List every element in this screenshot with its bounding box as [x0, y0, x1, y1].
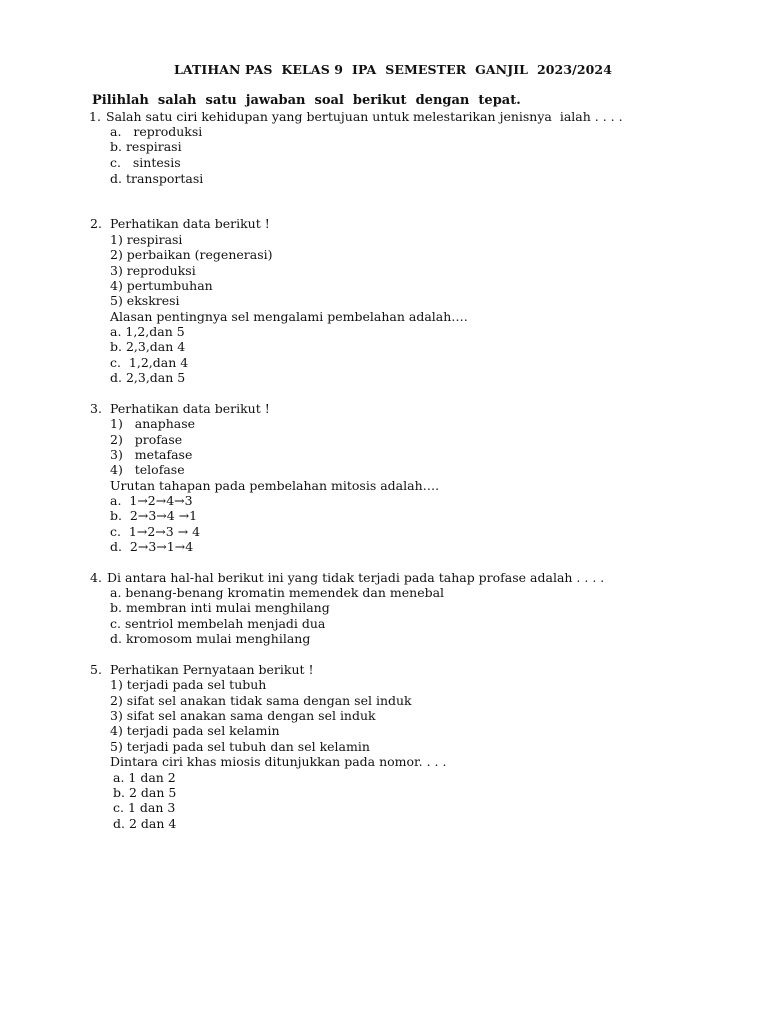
- question-4-option-c: c. sentriol membelah menjadi dua: [110, 616, 326, 631]
- question-2-data-item: 4) pertumbuhan: [110, 278, 213, 293]
- question-5-option-c: c. 1 dan 3: [113, 800, 176, 815]
- question-5-number: 5.: [90, 662, 102, 677]
- question-5-option-b: b. 2 dan 5: [113, 785, 177, 800]
- question-5-option-a: a. 1 dan 2: [113, 770, 176, 785]
- question-3-data-item: 3) metafase: [110, 447, 193, 462]
- question-1-number: 1.: [89, 109, 101, 124]
- question-2-data-item: 3) reproduksi: [110, 263, 196, 278]
- question-2-option-b: b. 2,3,dan 4: [110, 339, 186, 354]
- question-1-option-d: d. transportasi: [110, 171, 204, 186]
- question-4-option-b: b. membran inti mulai menghilang: [110, 600, 330, 615]
- question-1-text: Salah satu ciri kehidupan yang bertujuan untuk melestarikan jenisnya ialah . . . .: [106, 109, 623, 124]
- question-4-option-a: a. benang-benang kromatin memendek dan menebal: [110, 585, 445, 600]
- question-2-text: Perhatikan data berikut !: [110, 216, 270, 231]
- question-5-data-item: 4) terjadi pada sel kelamin: [110, 723, 280, 738]
- question-3-data-item: 2) profase: [110, 432, 183, 447]
- question-2-option-c: c. 1,2,dan 4: [110, 355, 189, 370]
- question-3-option-a: a. 1→2→4→3: [110, 493, 193, 508]
- question-3-data-item: 1) anaphase: [110, 416, 196, 431]
- question-2-number: 2.: [90, 216, 102, 231]
- question-4-option-d: d. kromosom mulai menghilang: [110, 631, 311, 646]
- question-4-number: 4.: [90, 570, 102, 585]
- question-5-data-item: 2) sifat sel anakan tidak sama dengan sel induk: [110, 693, 412, 708]
- question-5-text: Perhatikan Pernyataan berikut !: [110, 662, 314, 677]
- question-4-text: Di antara hal-hal berikut ini yang tidak terjadi pada tahap profase adalah . . . .: [107, 570, 605, 585]
- question-3-number: 3.: [90, 401, 102, 416]
- question-5-data-item: 3) sifat sel anakan sama dengan sel induk: [110, 708, 376, 723]
- question-2-option-a: a. 1,2,dan 5: [110, 324, 185, 339]
- question-3-text: Perhatikan data berikut !: [110, 401, 270, 416]
- question-5-data-item: 1) terjadi pada sel tubuh: [110, 677, 267, 692]
- question-2-data-item: 5) ekskresi: [110, 293, 180, 308]
- question-1-option-b: b. respirasi: [110, 139, 182, 154]
- question-3-data-item: 4) telofase: [110, 462, 185, 477]
- question-3-option-d: d. 2→3→1→4: [110, 539, 194, 554]
- question-3-prompt: Urutan tahapan pada pembelahan mitosis adalah….: [110, 478, 440, 493]
- question-1-option-c: c. sintesis: [110, 155, 181, 170]
- question-5-prompt: Dintara ciri khas miosis ditunjukkan pada nomor. . . .: [110, 754, 447, 769]
- question-2-prompt: Alasan pentingnya sel mengalami pembelahan adalah….: [110, 309, 468, 324]
- question-1-option-a: a. reproduksi: [110, 124, 203, 139]
- question-2-data-item: 2) perbaikan (regenerasi): [110, 247, 273, 262]
- instruction-text: Pilihlah salah satu jawaban soal berikut dengan tepat.: [92, 93, 521, 108]
- question-2-data-item: 1) respirasi: [110, 232, 183, 247]
- page-title: LATIHAN PAS KELAS 9 IPA SEMESTER GANJIL 2023/2024: [173, 62, 613, 77]
- question-5-data-item: 5) terjadi pada sel tubuh dan sel kelamin: [110, 739, 370, 754]
- question-3-option-c: c. 1→2→3 → 4: [110, 524, 201, 539]
- question-3-option-b: b. 2→3→4 →1: [110, 508, 198, 523]
- question-2-option-d: d. 2,3,dan 5: [110, 370, 186, 385]
- question-5-option-d: d. 2 dan 4: [113, 816, 177, 831]
